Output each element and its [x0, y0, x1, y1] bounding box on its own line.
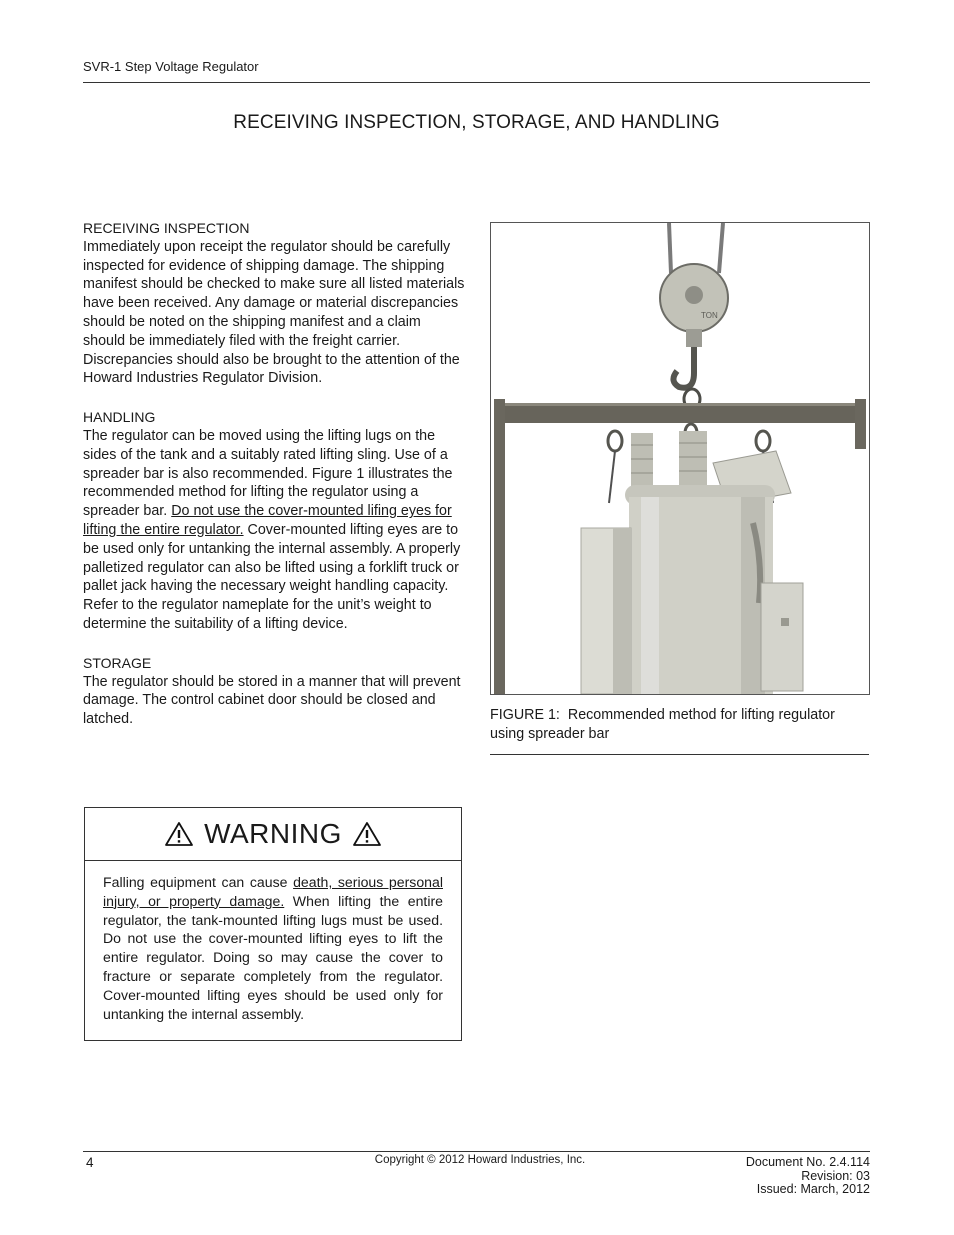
caption-divider [490, 754, 869, 755]
handling-underlined-warning: Do not use the cover-mounted lifing eyes for lifting the entire regulator. [83, 503, 452, 538]
warning-underlined: death, serious personal injury, or property damage. [103, 874, 443, 909]
warning-triangle-icon [164, 821, 194, 847]
header-divider [83, 82, 870, 83]
issue-date: Issued: March, 2012 [756, 1182, 870, 1196]
document-info [640, 1156, 870, 1197]
handling-text-part-1: The regulator can be moved using the lifting lugs on the sides of the tank and a suitably rated lifting sling. Use of a spreader bar is also recommended. Figure 1 illustrates the recommended method for lifting the regulator using a spreader bar. [83, 427, 453, 520]
receiving-body: Immediately upon receipt the regulator should be carefully inspected for evidence of shipping damage. The shipping manifest should be checked to make sure all listed materials have been received. Any damage or material discrepancies should be noted on the shipping manifest and a claim should be immediately filed with the freight carrier. Discrepancies should also be brought to the attention of the Howard Industries Regulator Division. [83, 238, 465, 387]
figure-label: FIGURE 1: [490, 707, 560, 723]
warning-triangle-icon [352, 821, 382, 847]
running-title: SVR-1 Step Voltage Regulator [83, 59, 259, 74]
warning-box [84, 807, 462, 1041]
section-receiving-inspection [83, 219, 465, 388]
footer-divider [83, 1151, 870, 1152]
regulator-lifting-illustration [491, 223, 869, 694]
section-handling [83, 408, 465, 634]
page-title: RECEIVING INSPECTION, STORAGE, AND HANDLING [233, 112, 720, 133]
handling-body [83, 427, 465, 634]
handling-text-part-2: Cover-mounted lifting eyes are to be used only for untanking the internal assembly. A properly palletized regulator can also be lifted using a forklift truck or pallet jack having the necessary weight handling capacity. Refer to the regulator nameplate for the unit’s weight to determine the suitability of a lifting device. [83, 521, 461, 632]
warning-title: WARNING [204, 818, 342, 849]
warning-text-part-1: Falling equipment can cause [103, 874, 294, 890]
storage-body: The regulator should be stored in a manner that will prevent damage. The control cabinet door should be closed and latched. [83, 673, 461, 728]
receiving-heading: RECEIVING INSPECTION [83, 220, 250, 236]
figure-1-caption [490, 706, 869, 744]
warning-header [85, 808, 461, 861]
left-column [83, 219, 465, 749]
figure-1-photo [490, 222, 870, 695]
copyright-notice: Copyright © 2012 Howard Industries, Inc. [374, 1154, 586, 1166]
storage-heading: STORAGE [83, 654, 152, 671]
warning-text [85, 861, 461, 1023]
hoist-label: TON [701, 311, 718, 320]
revision: Revision: 03 [801, 1168, 870, 1183]
figure-caption-text: Recommended method for lifting regulator using spreader bar [490, 707, 835, 742]
warning-text-part-2: When lifting the entire regulator, the tank-mounted lifting lugs must be used. Do not use the cover-mounted lifting eyes to lift the entire regulator. Doing so may cause the cover to fracture or separate completely from the regulator. Cover-mounted lifting eyes should be used only for untanking the internal assembly. [103, 892, 443, 1022]
document-number: Document No. 2.4.114 [745, 1155, 870, 1169]
section-storage [83, 654, 465, 729]
page-number: 4 [86, 1155, 94, 1170]
handling-heading: HANDLING [83, 409, 156, 426]
